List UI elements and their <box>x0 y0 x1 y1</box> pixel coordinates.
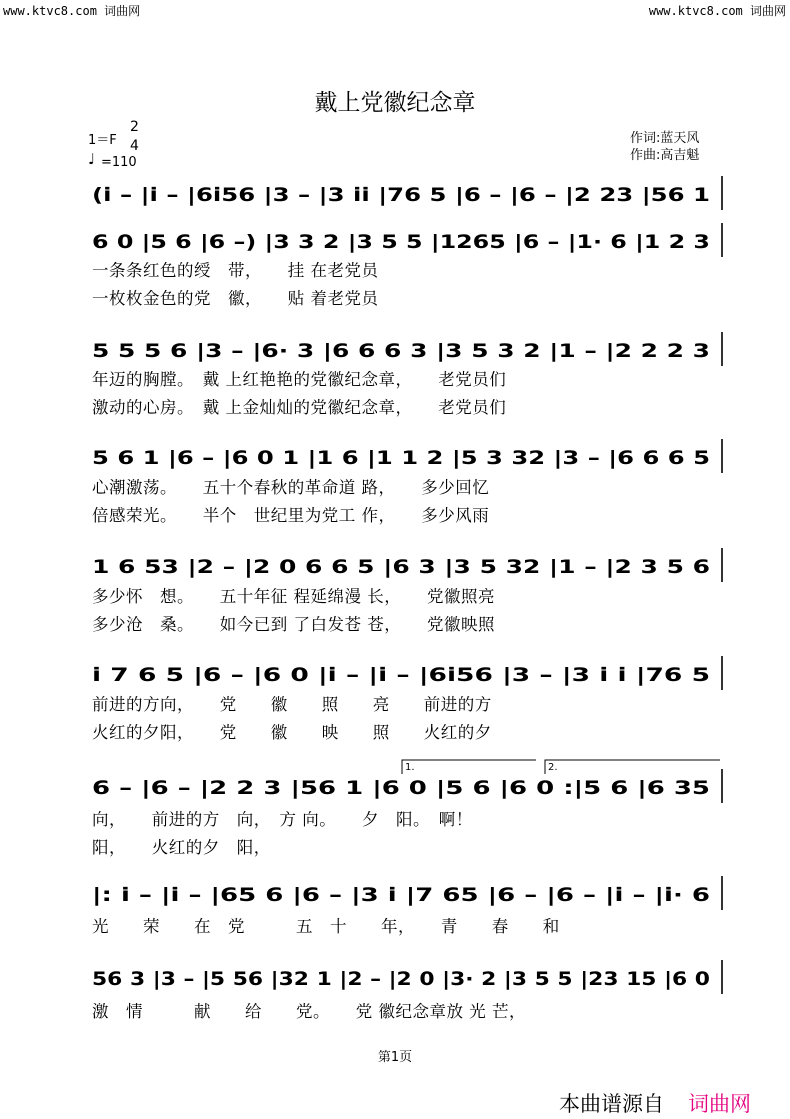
notation-line-7: 6 – |6 – |2 2 3 |56 1 |6 0 |5 6 |6 0 :|5 6 |6 35 <box>92 777 710 799</box>
lyric-line: 激 情 献 给 党。 党 徽纪念章放 光 芒， <box>92 1002 526 1021</box>
lyricist-credit: 作词:蓝天风 <box>630 131 700 146</box>
lyric-line: 倍感荣光。 半个 世纪里为党工 作， 多少风雨 <box>92 506 490 525</box>
lyric-line: 激动的心房。 戴 上金灿灿的党徽纪念章， 老党员们 <box>92 398 507 417</box>
lyric-line: 一枚枚金色的党 徽， 贴 着老党员 <box>92 289 379 308</box>
lyric-line: 火红的夕阳， 党 徽 映 照 火红的夕 <box>92 723 492 742</box>
notation-line-5: 1 6 53 |2 – |2 0 6 6 5 |6 3 |3 5 32 |1 – |2 3 5 6 <box>92 556 710 578</box>
watermark-left: www.ktvc8.com 词曲网 <box>3 4 141 18</box>
lyric-line: 心潮激荡。 五十个春秋的革命道 路， 多少回忆 <box>92 478 490 497</box>
lyric-line: 阳， 火红的夕 阳， <box>92 838 271 857</box>
lyric-line: 多少沧 桑。 如今已到 了白发苍 苍， 党徽映照 <box>92 615 495 634</box>
notation-line-9: 56 3 |3 – |5 56 |32 1 |2 – |2 0 |3· 2 |3 5 5 |23 15 |6 0 <box>92 968 710 990</box>
volta-bracket-2 <box>545 760 720 774</box>
lyric-line: 一条条红色的绶 带， 挂 在老党员 <box>92 261 379 280</box>
composer-credit: 作曲:高吉魁 <box>630 148 700 163</box>
notation-line-8: |: i̇ – |i̇ – |65 6 |6 – |3 i̇ |7 65 |6 – |6 – |i̇ – |i̇· 6 <box>92 884 710 906</box>
notation-line-4: 5 6 1 |6 – |6 0 1 |1 6 |1 1 2 |5 3 32 |3 – |6 6 6 5 <box>92 447 710 469</box>
brand-prefix: 本曲谱源自 <box>559 1092 664 1116</box>
tempo-mark: =110 <box>101 155 137 170</box>
volta-bracket-1 <box>402 760 536 774</box>
lyric-line: 光 荣 在 党 五 十 年， 青 春 和 <box>92 917 560 936</box>
page-number: 第1页 <box>377 1050 413 1065</box>
lyric-line: 向， 前进的方 向， 方 向。 夕 阳。 啊！ <box>92 810 473 829</box>
volta-label: 1. <box>405 762 415 773</box>
brand-name: 词曲网 <box>688 1092 751 1116</box>
volta-label: 2. <box>548 762 558 773</box>
lyric-line: 多少怀 想。 五十年征 程延绵漫 长， 党徽照亮 <box>92 587 495 606</box>
notation-line-6: i̇ 7 6 5 |6 – |6 0 |i̇ – |i̇ – |6i̇56 |3 – |3 i̇ i̇ |76 5 <box>92 664 710 686</box>
lyric-line: 前进的方向， 党 徽 照 亮 前进的方 <box>92 695 492 714</box>
notation-line-3: 5 5 5 6 |3 – |6· 3 |6 6 6 3 |3 5 3 2 |1 – |2 2 2 3 <box>92 340 710 362</box>
quarter-note-icon: ♩ <box>88 150 96 168</box>
notation-line-2: 6 0 |5 6 |6 –) |3 3 2 |3 5 5 |1265 |6 – |1· 6 |1 2 3 <box>92 231 710 253</box>
lyric-line: 年迈的胸膛。 戴 上红艳艳的党徽纪念章， 老党员们 <box>92 370 507 389</box>
time-signature-top: 2 <box>130 119 139 135</box>
key-signature: 1＝F <box>88 133 117 148</box>
notation-line-1: (i̇ – |i̇ – |6i̇56 |3 – |3 i̇i̇ |76 5 |6 – |6 – |2 23 |56 1 <box>92 184 710 206</box>
page-title: 戴上党徽纪念章 <box>314 90 476 116</box>
time-signature-bottom: 4 <box>130 138 139 154</box>
watermark-right: www.ktvc8.com 词曲网 <box>648 4 786 18</box>
